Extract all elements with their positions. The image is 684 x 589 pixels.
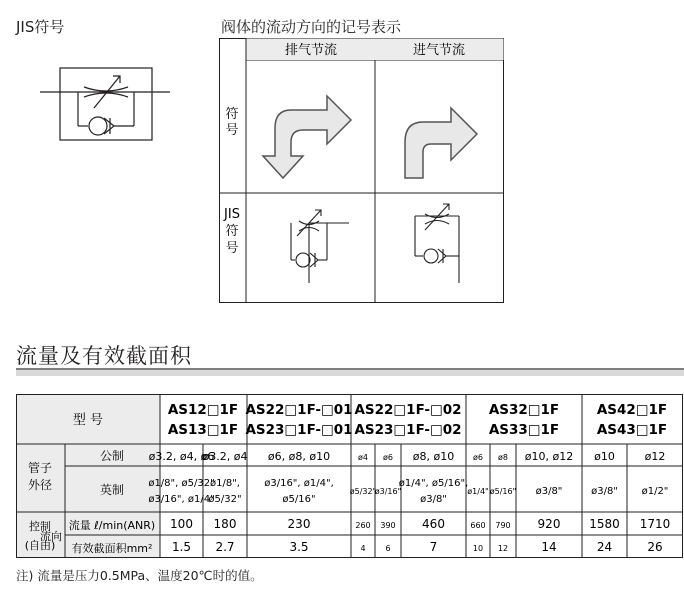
- inch-cell-3-line1: ø3/16", ø1/4",: [264, 478, 334, 489]
- inch-cell-8: ø5/16": [489, 487, 517, 496]
- area-label: 有效截面积mm²: [71, 542, 153, 555]
- section-title: 流量及有效截面积: [16, 344, 192, 368]
- pipe-label-1: 管子: [27, 461, 53, 475]
- flow-label: 流量 ℓ/min(ANR): [68, 519, 156, 532]
- model-label: 型 号: [72, 413, 104, 428]
- flow-cell-2: 180: [213, 517, 237, 531]
- flow-direction-table: [219, 38, 509, 304]
- area-cell-3: 3.5: [289, 540, 309, 554]
- flow-cell-11: 1710: [639, 517, 671, 531]
- flow-cell-10: 1580: [589, 517, 620, 531]
- model-5-line1: AS42□1F: [596, 402, 668, 418]
- footnote: 注) 流量是压力0.5MPa、温度20℃时的值。: [16, 568, 263, 583]
- inch-cell-3-line2: ø5/16": [282, 494, 316, 505]
- flow-cell-9: 920: [537, 517, 561, 531]
- flow-cell-5: 390: [380, 521, 396, 530]
- flow-cell-7: 660: [470, 521, 486, 530]
- area-cell-1: 1.5: [171, 540, 192, 554]
- intake-throttle-label: 进气节流: [412, 43, 466, 58]
- inch-cell-5: ø3/16": [374, 487, 402, 496]
- model-1-line2: AS13□1F: [167, 422, 239, 438]
- flow-cell-4: 260: [355, 521, 371, 530]
- jis-symbol-heading: JIS符号: [16, 18, 65, 36]
- area-cell-2: 2.7: [215, 540, 235, 554]
- inch-cell-4: ø5/32": [349, 487, 377, 496]
- inch-cell-1-line2: ø3/16", ø1/4": [148, 494, 215, 505]
- inch-cell-10: ø3/8": [591, 486, 618, 497]
- metric-cell-5: ø6: [383, 453, 393, 462]
- model-4-line1: AS32□1F: [488, 402, 560, 418]
- exhaust-arrow-icon: [263, 96, 351, 178]
- inch-cell-1-line1: ø1/8", ø5/32": [148, 478, 215, 489]
- pipe-label-2: 外径: [27, 478, 53, 492]
- title-underline-shadow: [16, 370, 684, 376]
- jis-intake-symbol-icon: [415, 204, 459, 283]
- metric-cell-2: ø3.2, ø4: [202, 450, 248, 463]
- direction-label: 流向: [40, 530, 62, 543]
- flow-cell-1: 100: [170, 517, 193, 531]
- flow-cell-3: 230: [287, 517, 311, 531]
- model-4-line2: AS33□1F: [488, 422, 560, 438]
- row-label-symbol-1: 符: [225, 107, 239, 122]
- row-label-symbol-2: 号: [225, 123, 239, 138]
- model-5-line2: AS43□1F: [596, 422, 668, 438]
- area-cell-6: 7: [429, 540, 438, 554]
- area-cell-10: 24: [596, 540, 613, 554]
- inch-label: 英制: [99, 483, 125, 497]
- area-cell-8: 12: [497, 544, 509, 553]
- inch-cell-7: ø1/4": [467, 487, 489, 496]
- area-cell-9: 14: [541, 540, 557, 554]
- inch-cell-2-line1: ø1/8",: [210, 478, 240, 489]
- exhaust-throttle-label: 排气节流: [284, 43, 338, 58]
- model-3-line2: AS23□1F-□02: [354, 422, 462, 438]
- inch-cell-6-line1: ø1/4", ø5/16",: [398, 478, 469, 489]
- title-underline: [16, 368, 684, 370]
- model-2-line1: AS22□1F-□01: [245, 402, 353, 418]
- row-label-jis-1: JIS: [224, 207, 240, 222]
- row-label-jis-3: 号: [225, 241, 239, 256]
- model-1-line1: AS12□1F: [167, 402, 239, 418]
- area-cell-5: 6: [385, 544, 391, 553]
- metric-cell-9: ø10, ø12: [524, 450, 574, 463]
- metric-cell-10: ø10: [594, 450, 615, 463]
- flow-rate-table: [16, 394, 684, 562]
- control-label-1: 控制: [29, 520, 51, 533]
- jis-exhaust-symbol-icon: [291, 210, 349, 283]
- metric-cell-6: ø8, ø10: [412, 450, 455, 463]
- flow-cell-6: 460: [422, 517, 445, 531]
- row-label-jis-2: 符: [225, 224, 239, 239]
- metric-cell-4: ø4: [358, 453, 368, 462]
- control-label-2: (自由): [24, 539, 56, 552]
- inch-cell-11: ø1/2": [641, 486, 669, 497]
- area-cell-7: 10: [472, 544, 484, 553]
- area-cell-4: 4: [360, 544, 366, 553]
- flow-direction-heading: 阀体的流动方向的记号表示: [221, 18, 402, 36]
- metric-cell-11: ø12: [644, 450, 666, 463]
- metric-cell-7: ø6: [473, 453, 483, 462]
- metric-cell-3: ø6, ø8, ø10: [267, 450, 331, 463]
- inch-cell-9: ø3/8": [535, 486, 563, 497]
- flow-cell-8: 790: [495, 521, 511, 530]
- area-cell-11: 26: [647, 540, 663, 554]
- inch-cell-6-line2: ø3/8": [420, 494, 447, 505]
- metric-cell-8: ø8: [498, 453, 508, 462]
- model-2-line2: AS23□1F-□01: [245, 422, 353, 438]
- jis-symbol-diagram: [40, 62, 170, 144]
- inch-cell-2-line2: ø5/32": [208, 494, 242, 505]
- intake-arrow-icon: [405, 108, 477, 178]
- metric-label: 公制: [99, 449, 125, 463]
- metric-cell-1: ø3.2, ø4, ø6: [148, 450, 215, 463]
- model-3-line1: AS22□1F-□02: [354, 402, 462, 418]
